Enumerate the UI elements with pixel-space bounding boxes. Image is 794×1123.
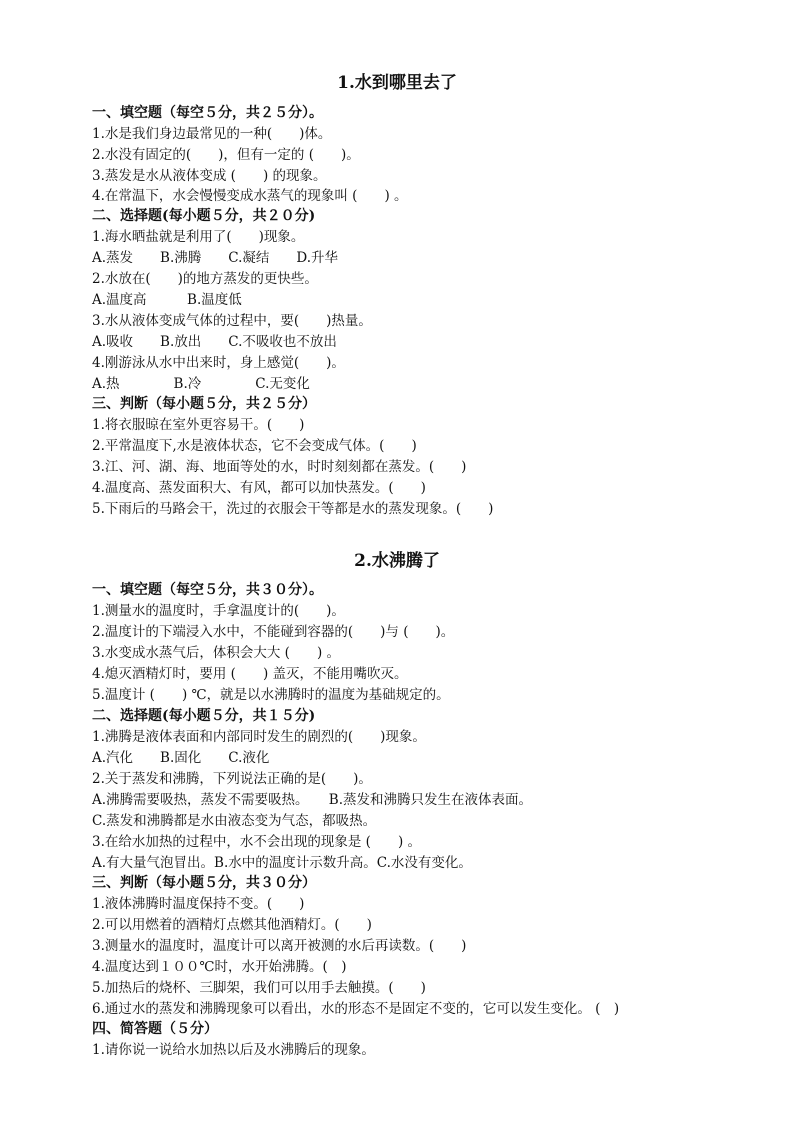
ch2-fill-q1: 1.测量水的温度时，手拿温度计的( )。 [92, 603, 345, 619]
ch2-judge-q6: 6.通过水的蒸发和沸腾现象可以看出，水的形态不是固定不变的，它可以发生变化。 ( ) [92, 1001, 620, 1017]
ch2-judge-q2: 2.可以用燃着的酒精灯点燃其他酒精灯。( ) [92, 917, 372, 933]
ch1-fill-heading: 一、填空题（每空５分，共２５分）。 [92, 105, 323, 121]
ch1-choice-q4: 4.刚游泳从水中出来时，身上感觉( )。 [92, 355, 345, 371]
ch2-choice-heading: 二、选择题(每小题５分，共１５分) [92, 708, 316, 724]
ch1-choice-q1-options: A.蒸发 B.沸腾 C.凝结 D.升华 [92, 250, 339, 266]
ch2-fill-q4: 4.熄灭酒精灯时，要用 ( ) 盖灭，不能用嘴吹灭。 [92, 666, 408, 682]
ch2-choice-q3-options: A.有大量气泡冒出。B.水中的温度计示数升高。C.水没有变化。 [92, 855, 472, 871]
ch2-fill-heading: 一、填空题（每空５分，共３０分）。 [92, 582, 323, 598]
ch2-judge-q3: 3.测量水的温度时，温度计可以离开被测的水后再读数。( ) [92, 938, 467, 954]
ch1-judge-q3: 3.江、河、湖、海、地面等处的水，时时刻刻都在蒸发。( ) [92, 459, 467, 475]
ch1-choice-q1: 1.海水晒盐就是利用了( )现象。 [92, 229, 305, 245]
ch2-judge-heading: 三、判断（每小题５分，共３０分） [92, 875, 316, 891]
ch2-choice-q2-options-ab: A.沸腾需要吸热，蒸发不需要吸热。 B.蒸发和沸腾只发生在液体表面。 [92, 792, 533, 808]
chapter1-title: 1.水到哪里去了 [337, 73, 457, 93]
ch1-choice-q2-options: A.温度高 B.温度低 [92, 292, 242, 308]
ch1-judge-q2: 2.平常温度下,水是液体状态，它不会变成气体。( ) [92, 438, 417, 454]
chapter2-title: 2.水沸腾了 [354, 551, 440, 571]
ch1-choice-q3: 3.水从液体变成气体的过程中，要( )热量。 [92, 313, 372, 329]
ch1-choice-q2: 2.水放在( )的地方蒸发的更快些。 [92, 271, 318, 287]
ch2-choice-q1-options: A.汽化 B.固化 C.液化 [92, 750, 270, 766]
ch2-fill-q5: 5.温度计 ( ) ℃，就是以水沸腾时的温度为基础规定的。 [92, 687, 450, 703]
ch1-judge-q1: 1.将衣服晾在室外更容易干。( ) [92, 417, 305, 433]
ch2-judge-q5: 5.加热后的烧杯、三脚架，我们可以用手去触摸。( ) [92, 980, 426, 996]
ch2-fill-q3: 3.水变成水蒸气后，体积会大大 ( ) 。 [92, 645, 340, 661]
ch2-fill-q2: 2.温度计的下端浸入水中，不能碰到容器的( )与 ( )。 [92, 624, 455, 640]
ch1-choice-q4-options: A.热 B.冷 C.无变化 [92, 376, 310, 392]
ch2-short-heading: 四、简答题（５分） [92, 1021, 218, 1037]
ch1-fill-q2: 2.水没有固定的( )，但有一定的 ( )。 [92, 147, 360, 163]
ch2-short-q1: 1.请你说一说给水加热以后及水沸腾后的现象。 [92, 1042, 375, 1058]
ch2-choice-q1: 1.沸腾是液体表面和内部同时发生的剧烈的( )现象。 [92, 729, 426, 745]
ch1-judge-heading: 三、判断（每小题５分，共２５分） [92, 396, 316, 412]
ch2-judge-q4: 4.温度达到１００℃时，水开始沸腾。( ) [92, 959, 347, 975]
ch1-fill-q4: 4.在常温下，水会慢慢变成水蒸气的现象叫 ( ) 。 [92, 188, 408, 204]
ch1-judge-q5: 5.下雨后的马路会干，洗过的衣服会干等都是水的蒸发现象。( ) [92, 501, 494, 517]
ch1-choice-q3-options: A.吸收 B.放出 C.不吸收也不放出 [92, 334, 337, 350]
ch1-fill-q3: 3.蒸发是水从液体变成 ( ) 的现象。 [92, 168, 327, 184]
ch1-choice-heading: 二、选择题(每小题５分，共２０分) [92, 208, 316, 224]
ch2-choice-q2: 2.关于蒸发和沸腾，下列说法正确的是( )。 [92, 771, 372, 787]
ch2-choice-q3: 3.在给水加热的过程中，水不会出现的现象是 ( ) 。 [92, 834, 421, 850]
ch1-judge-q4: 4.温度高、蒸发面积大、有风，都可以加快蒸发。( ) [92, 480, 426, 496]
ch2-judge-q1: 1.液体沸腾时温度保持不变。( ) [92, 896, 305, 912]
ch1-fill-q1: 1.水是我们身边最常见的一种( )体。 [92, 126, 332, 142]
ch2-choice-q2-option-c: C.蒸发和沸腾都是水由液态变为气态，都吸热。 [92, 813, 377, 829]
